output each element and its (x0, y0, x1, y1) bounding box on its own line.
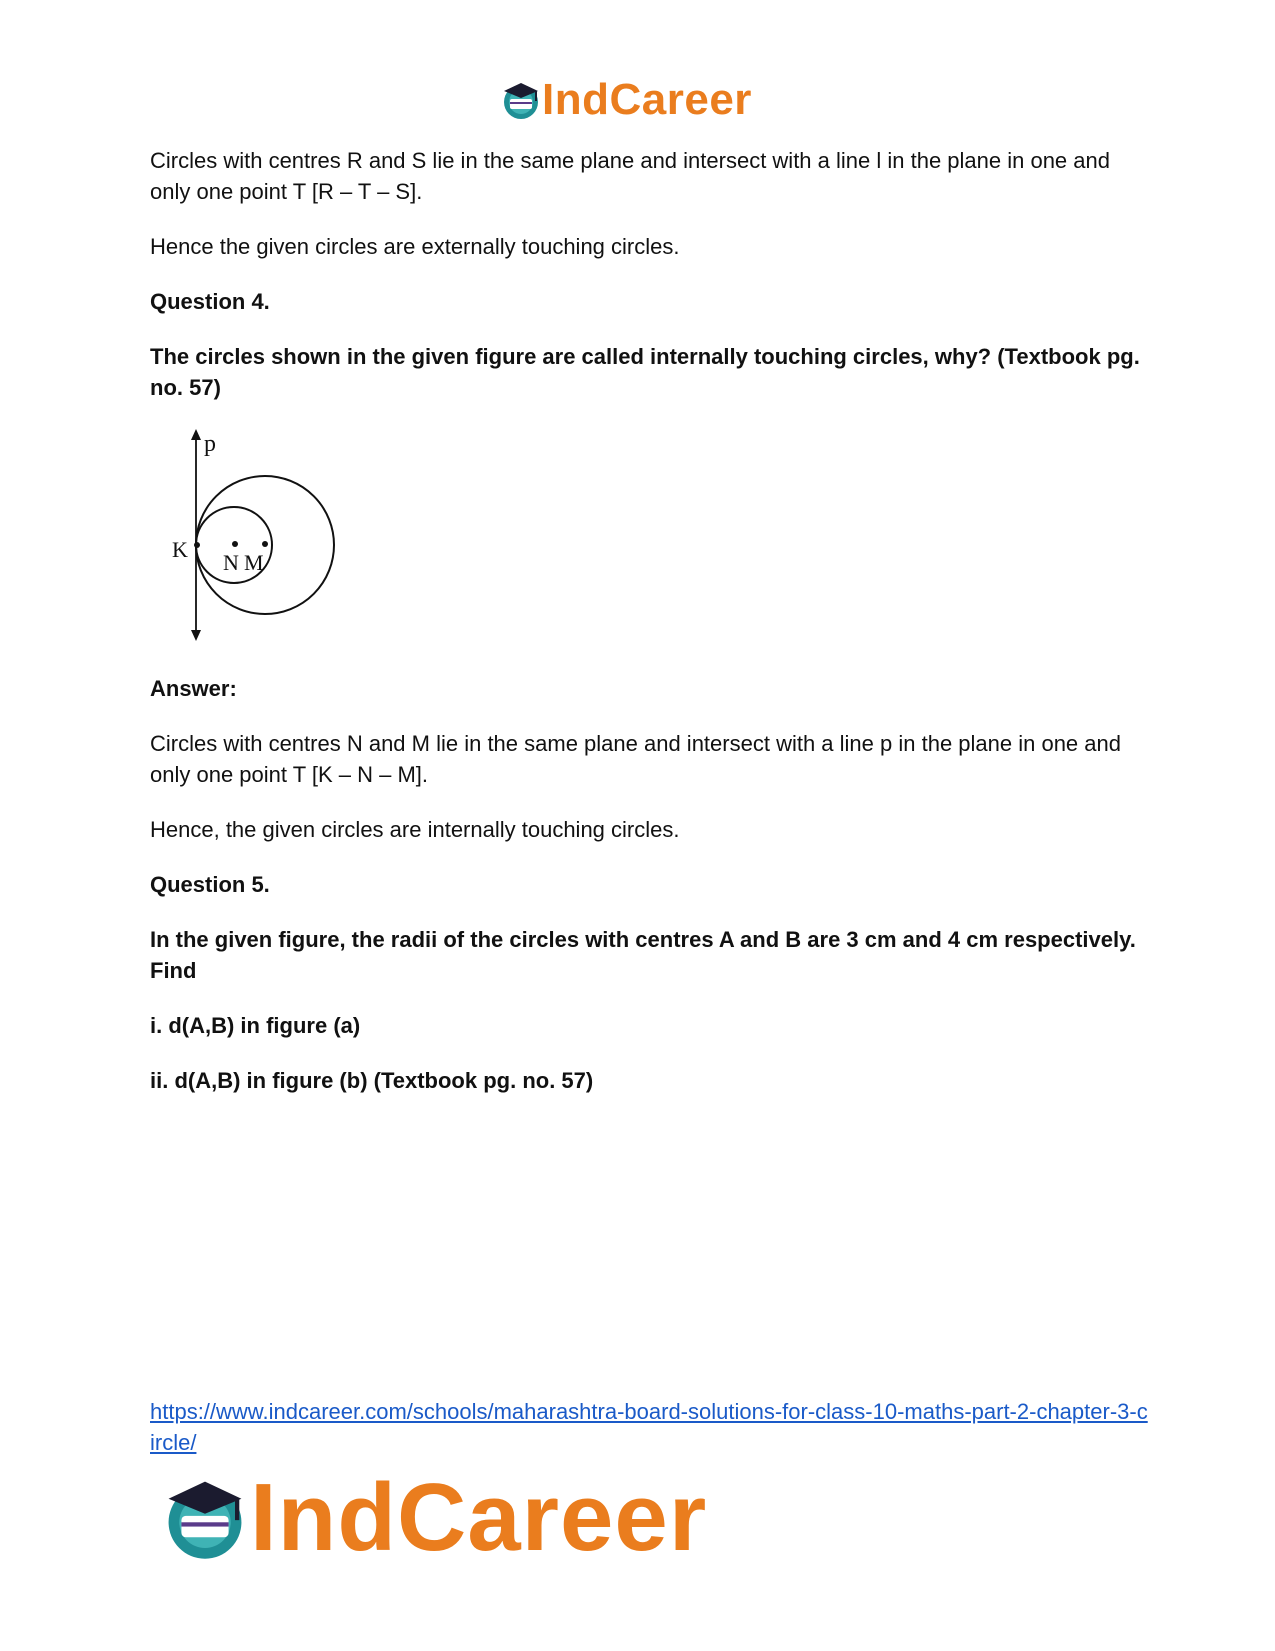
question-heading: Question 5. (150, 872, 270, 897)
footer-logo (160, 1464, 708, 1571)
header-logo (500, 75, 752, 124)
graduation-cap-logo-icon (500, 79, 542, 121)
point-k (194, 542, 200, 548)
question-part: i. d(A,B) in figure (a) (150, 1013, 361, 1038)
question-heading: Question 4. (150, 289, 270, 314)
graduation-cap-logo-icon (160, 1473, 250, 1563)
question-part: ii. d(A,B) in figure (b) (Textbook pg. no. 57) (150, 1068, 594, 1093)
label-p: p (204, 431, 216, 457)
paragraph: Circles with centres R and S lie in the same plane and intersect with a line l in the plane in one and only one point T [R – T – S]. (150, 148, 1110, 204)
logo-wordmark: IndCareer (542, 75, 752, 124)
point-m (262, 541, 268, 547)
label-m: M (244, 550, 264, 575)
source-link[interactable]: https://www.indcareer.com/schools/maharashtra-board-solutions-for-class-10-maths-part-2-chapter-3-circle/ (150, 1399, 1148, 1455)
logo-wordmark: IndCareer (250, 1464, 708, 1571)
main-content (150, 145, 1140, 1120)
arrow-up-icon (191, 429, 201, 440)
label-k: K (172, 537, 188, 562)
paragraph: Hence, the given circles are internally touching circles. (150, 817, 680, 842)
question-text: In the given figure, the radii of the circles with centres A and B are 3 cm and 4 cm respectively. Find (150, 927, 1136, 983)
label-n: N (223, 550, 239, 575)
paragraph: Hence the given circles are externally touching circles. (150, 234, 680, 259)
point-n (232, 541, 238, 547)
paragraph: Circles with centres N and M lie in the same plane and intersect with a line p in the plane in one and only one point T [K – N – M]. (150, 731, 1121, 787)
question-text: The circles shown in the given figure are called internally touching circles, why? (Textbook pg. no. 57) (150, 344, 1140, 400)
answer-label: Answer: (150, 676, 237, 701)
touching-circles-figure (156, 427, 356, 645)
arrow-down-icon (191, 630, 201, 641)
